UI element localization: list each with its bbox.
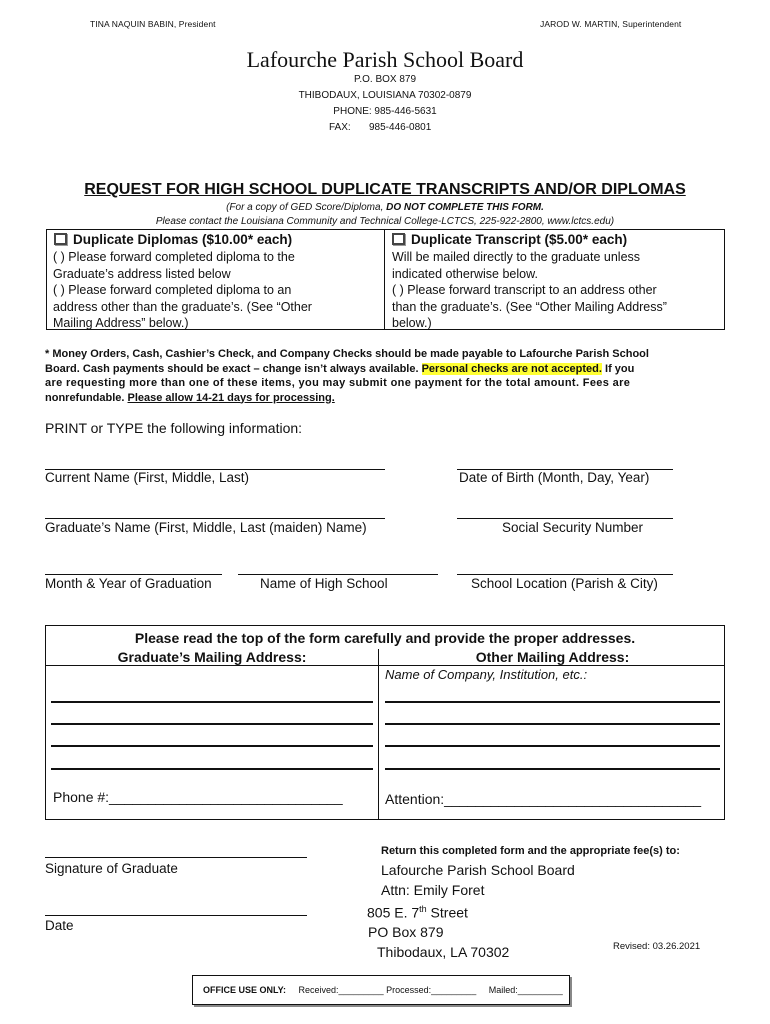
duplicate-diplomas-title: Duplicate Diplomas ($10.00* each) <box>73 232 293 247</box>
graduate-mailing-heading: Graduate’s Mailing Address: <box>117 649 307 665</box>
nonrefundable-text: nonrefundable. <box>45 391 128 404</box>
ged-note <box>0 202 770 213</box>
form-title: REQUEST FOR HIGH SCHOOL DUPLICATE TRANSCRIPTS AND/OR DIPLOMAS <box>84 181 686 198</box>
options-divider <box>384 230 385 329</box>
address-line-po-box: P.O. BOX 879 <box>353 74 417 85</box>
office-use-box <box>192 975 570 1005</box>
ged-note-warning: DO NOT COMPLETE THIS FORM. <box>386 202 544 213</box>
president-name: TINA NAQUIN BABIN, President <box>90 19 216 29</box>
high-school-label: Name of High School <box>260 576 388 591</box>
duplicate-diplomas-option[interactable] <box>54 232 292 247</box>
ged-note-text: (For a copy of GED Score/Diploma, <box>226 202 387 213</box>
graduate-name-input[interactable] <box>45 501 385 519</box>
lctcs-contact-note: Please contact the Louisiana Community and Technical College-LCTCS, 225-922-2800, www.lctcs.edu) <box>155 216 615 227</box>
payment-note-line: * Money Orders, Cash, Cashier’s Check, and Company Checks should be made payable to Lafourche Parish School <box>45 348 649 360</box>
payment-note-line <box>45 391 725 406</box>
payment-exact-text: Board. Cash payments should be exact – change isn’t always available. <box>45 362 422 375</box>
diplomas-details <box>53 249 381 332</box>
high-school-input[interactable] <box>238 557 438 575</box>
diplomas-detail-line: Mailing Address” below.) <box>53 316 189 330</box>
address-box-divider <box>46 665 724 666</box>
address-box-column-divider <box>378 649 379 820</box>
graduate-address-line-3[interactable] <box>51 745 373 747</box>
duplicate-transcript-checkbox[interactable] <box>392 233 405 245</box>
street-name: Street <box>426 904 468 921</box>
payment-note <box>45 347 725 405</box>
payment-note-line <box>45 362 725 377</box>
phone-field[interactable]: Phone #:______________________________ <box>53 789 343 805</box>
return-attention: Attn: Emily Foret <box>381 881 485 898</box>
payment-note-text: If you <box>601 362 635 375</box>
address-line-phone: PHONE: 985-446-5631 <box>333 106 437 117</box>
fax-label: FAX: <box>329 122 351 133</box>
payment-note-line: are requesting more than one of these items, you may submit one payment for the total amount. Fees are <box>45 377 631 389</box>
transcript-detail-line: than the graduate’s. (See “Other Mailing Address” <box>392 299 667 314</box>
address-box <box>45 625 725 820</box>
transcript-option-other-address[interactable]: ( ) Please forward transcript to an address other <box>392 283 657 297</box>
other-mailing-heading: Other Mailing Address: <box>475 649 630 665</box>
graduation-date-label: Month & Year of Graduation <box>45 576 212 591</box>
revised-date: Revised: 03.26.2021 <box>613 941 701 952</box>
diplomas-detail-line: address other than the graduate’s. (See “Other <box>53 299 312 314</box>
return-street <box>367 900 575 923</box>
address-line-city: THIBODAUX, LOUISIANA 70302-0879 <box>298 90 472 101</box>
date-label: Date <box>45 918 74 933</box>
return-po-box: PO Box 879 <box>368 924 444 941</box>
school-location-input[interactable] <box>457 557 673 575</box>
diplomas-option-graduate-address[interactable]: ( ) Please forward completed diploma to the <box>53 250 295 264</box>
return-org: Lafourche Parish School Board <box>381 862 575 878</box>
fax-number: 985-446-0801 <box>369 122 432 133</box>
duplicate-transcript-title: Duplicate Transcript ($5.00* each) <box>411 232 628 247</box>
date-of-birth-label: Date of Birth (Month, Day, Year) <box>459 470 650 485</box>
street-ordinal: th <box>419 904 427 914</box>
org-name: Lafourche Parish School Board <box>246 47 524 72</box>
diplomas-option-other-address[interactable]: ( ) Please forward completed diploma to an <box>53 283 292 297</box>
other-address-line-3[interactable] <box>385 745 720 747</box>
graduate-address-line-1[interactable] <box>51 701 373 703</box>
signature-input[interactable] <box>45 840 307 858</box>
transcript-detail-line: indicated otherwise below. <box>392 266 538 281</box>
graduate-address-line-4[interactable] <box>51 768 373 770</box>
transcript-detail-line: Will be mailed directly to the graduate unless <box>392 250 641 264</box>
ssn-input[interactable] <box>457 501 673 519</box>
office-use-label: OFFICE USE ONLY: <box>203 985 287 995</box>
return-address <box>367 861 575 962</box>
transcript-details <box>392 249 722 332</box>
ssn-label: Social Security Number <box>502 520 644 535</box>
street-number: 805 E. 7 <box>367 904 420 921</box>
duplicate-diplomas-checkbox[interactable] <box>54 233 67 245</box>
graduation-date-input[interactable] <box>45 557 222 575</box>
options-box <box>46 229 725 330</box>
office-received-field: Received:_________ <box>298 985 384 995</box>
other-address-line-2[interactable] <box>385 723 720 725</box>
other-address-line-4[interactable] <box>385 768 720 770</box>
date-of-birth-input[interactable] <box>457 452 673 470</box>
transcript-detail-line: below.) <box>392 316 432 330</box>
other-address-line-1[interactable] <box>385 701 720 703</box>
school-location-label: School Location (Parish & City) <box>471 576 658 591</box>
return-heading: Return this completed form and the appropriate fee(s) to: <box>381 845 680 857</box>
graduate-name-label: Graduate’s Name (First, Middle, Last (maiden) Name) <box>45 520 367 535</box>
return-city: Thibodaux, LA 70302 <box>377 943 510 960</box>
address-box-heading: Please read the top of the form carefully and provide the proper addresses. <box>134 630 636 646</box>
personal-checks-warning: Personal checks are not accepted. <box>421 362 602 375</box>
current-name-label: Current Name (First, Middle, Last) <box>45 470 250 485</box>
processing-time-note: Please allow 14-21 days for processing. <box>127 391 335 404</box>
date-input[interactable] <box>45 898 307 916</box>
attention-field[interactable]: Attention:_________________________________ <box>385 791 702 807</box>
diplomas-detail-line: Graduate’s address listed below <box>53 266 231 281</box>
company-name-label: Name of Company, Institution, etc.: <box>385 667 588 682</box>
signature-label: Signature of Graduate <box>45 861 178 876</box>
current-name-input[interactable] <box>45 452 385 470</box>
office-processed-field: Processed:_________ <box>386 985 477 995</box>
superintendent-name: JAROD W. MARTIN, Superintendent <box>540 19 682 29</box>
duplicate-transcript-option[interactable] <box>392 232 627 247</box>
print-instructions: PRINT or TYPE the following information: <box>45 420 303 436</box>
graduate-address-line-2[interactable] <box>51 723 373 725</box>
office-mailed-field: Mailed:_________ <box>488 985 563 995</box>
